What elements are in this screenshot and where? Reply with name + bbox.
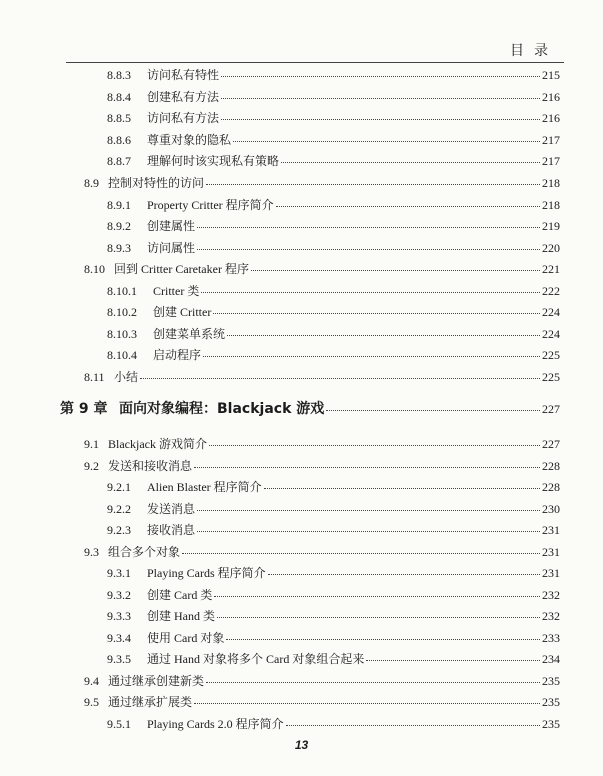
dot-leader: [197, 217, 540, 228]
toc-entry-title: 控制对特性的访问: [108, 176, 205, 190]
toc-entry-page: 228: [542, 458, 560, 473]
toc-entry-title: 启动程序: [153, 348, 202, 362]
toc-entry-page: 220: [542, 240, 560, 255]
toc-entry-page: 234: [542, 652, 560, 666]
toc-entry-page: 235: [542, 695, 560, 709]
toc-entry-number: 第 9 章: [60, 401, 108, 417]
toc-entry[interactable]: [84, 175, 560, 191]
toc-entry[interactable]: [84, 544, 560, 560]
dot-leader: [221, 88, 540, 99]
toc-entry-number: 9.2.2: [107, 501, 131, 516]
toc-entry-number: 8.10: [84, 262, 105, 276]
dot-leader: [206, 672, 540, 683]
dot-leader: [194, 693, 540, 704]
toc-entry-page: 225: [542, 348, 560, 362]
toc-entry-number: 9.5: [84, 695, 99, 709]
toc-entry[interactable]: [107, 132, 560, 148]
toc-entry[interactable]: [84, 436, 560, 452]
page-number: 13: [294, 738, 309, 752]
dot-leader: [197, 521, 540, 532]
dot-leader: [226, 629, 540, 640]
dot-leader: [264, 478, 540, 489]
toc-entry-title: 发送和接收消息: [108, 458, 193, 473]
dot-leader: [197, 239, 540, 250]
toc-entry-title: 组合多个对象: [108, 544, 181, 559]
toc-entry-number: 8.8.6: [107, 132, 131, 147]
toc-entry-page: 232: [542, 587, 560, 602]
toc-entry-title: 创建菜单系统: [153, 326, 226, 341]
dot-leader: [217, 607, 540, 618]
dot-leader: [221, 66, 540, 77]
toc-entry[interactable]: [107, 218, 560, 234]
toc-entry[interactable]: [107, 283, 560, 299]
toc-entry-title: Critter 类: [153, 283, 200, 298]
dot-leader: [276, 196, 540, 207]
page-header: [66, 38, 564, 63]
toc-entry-title: 回到 Critter Caretaker 程序: [114, 262, 249, 276]
toc-entry-page: 219: [542, 219, 560, 233]
toc-entry-page: 216: [542, 111, 560, 125]
toc-entry[interactable]: [84, 673, 560, 689]
dot-leader: [281, 152, 540, 163]
toc-entry-title: 接收消息: [147, 523, 196, 537]
toc-entry-title: Playing Cards 2.0 程序简介: [147, 716, 284, 731]
toc-entry-number: 9.3.4: [107, 630, 131, 645]
toc-entry[interactable]: [84, 369, 560, 385]
toc-entry-number: 8.8.3: [107, 68, 131, 82]
toc-entry-title: 访问私有方法: [147, 111, 220, 125]
toc-entry-number: 8.8.5: [107, 111, 131, 125]
dot-leader: [213, 303, 540, 314]
toc-entry-number: 9.3: [84, 544, 99, 559]
toc-entry-title: 小结: [114, 369, 139, 384]
toc-entry-number: 8.10.3: [107, 326, 137, 341]
toc-chapter-entry[interactable]: [60, 401, 560, 417]
toc-entry-page: 217: [542, 132, 560, 147]
toc-entry[interactable]: [107, 67, 560, 83]
dot-leader: [227, 325, 540, 336]
dot-leader: [197, 500, 540, 511]
dot-leader: [221, 109, 540, 120]
toc-entry[interactable]: [107, 347, 560, 363]
toc-entry-page: 231: [542, 566, 560, 580]
toc-entry-title: 通过 Hand 对象将多个 Card 对象组合起来: [147, 652, 365, 666]
toc-entry-number: 9.1: [84, 437, 99, 451]
toc-entry-number: 8.9: [84, 176, 99, 190]
dot-leader: [366, 650, 540, 661]
toc-entry-number: 8.11: [84, 369, 105, 384]
dot-leader: [214, 586, 540, 597]
toc-entry-title: Alien Blaster 程序简介: [147, 480, 262, 494]
running-header-title: 目录: [510, 44, 558, 59]
toc-entry-title: 访问属性: [147, 240, 196, 255]
toc-entry-number: 9.2.1: [107, 480, 131, 494]
dot-leader: [286, 715, 540, 726]
toc-entry-page: 225: [542, 369, 560, 384]
dot-leader: [326, 400, 540, 411]
dot-leader: [209, 435, 540, 446]
toc-entry-page: 227: [542, 402, 560, 416]
toc-entry[interactable]: [107, 197, 560, 213]
toc-entry[interactable]: [107, 501, 560, 517]
toc-entry[interactable]: [107, 565, 560, 581]
toc-entry[interactable]: [107, 479, 560, 495]
dot-leader: [251, 260, 540, 271]
toc-entry-number: 8.10.1: [107, 283, 137, 298]
toc-entry-number: 8.9.1: [107, 197, 131, 212]
toc-entry-number: 9.3.3: [107, 609, 131, 623]
toc-entry-page: 230: [542, 501, 560, 516]
toc-entry-page: 235: [542, 673, 560, 688]
toc-entry[interactable]: [107, 522, 560, 538]
dot-leader: [194, 457, 540, 468]
toc-entry-page: 231: [542, 544, 560, 559]
dot-leader: [203, 346, 540, 357]
toc-entry-number: 9.2.3: [107, 523, 131, 537]
toc-entry-number: 9.3.2: [107, 587, 131, 602]
toc-entry-page: 215: [542, 68, 560, 82]
toc-entry[interactable]: [107, 240, 560, 256]
toc-entry-page: 222: [542, 283, 560, 298]
toc-entry-number: 8.9.2: [107, 219, 131, 233]
toc-entry-page: 216: [542, 89, 560, 104]
toc-entry-title: 通过继承扩展类: [108, 695, 193, 709]
toc-entry[interactable]: [107, 716, 560, 732]
toc-entry-number: 8.10.4: [107, 348, 137, 362]
toc-entry[interactable]: [107, 651, 560, 667]
toc-entry-title: 理解何时该实现私有策略: [147, 154, 280, 168]
toc-entry-title: 使用 Card 对象: [147, 630, 225, 645]
toc-entry-title: 创建私有方法: [147, 89, 220, 104]
dot-leader: [268, 564, 540, 575]
toc-entry-title: 通过继承创建新类: [108, 673, 205, 688]
toc-entry[interactable]: [84, 261, 560, 277]
toc-entry-number: 8.8.7: [107, 154, 131, 168]
toc-entry-title: 创建 Critter: [153, 305, 212, 319]
toc-entry-title: 创建属性: [147, 219, 196, 233]
toc-entry[interactable]: [107, 630, 560, 646]
toc-entry-page: 224: [542, 305, 560, 319]
dot-leader: [182, 543, 540, 554]
toc-entry-page: 224: [542, 326, 560, 341]
toc-entry[interactable]: [84, 458, 560, 474]
toc-entry-number: 9.3.1: [107, 566, 131, 580]
toc-entry-number: 9.5.1: [107, 716, 131, 731]
toc-entry-title: Blackjack 游戏简介: [108, 437, 207, 451]
toc-entry[interactable]: [107, 110, 560, 126]
dot-leader: [206, 174, 540, 185]
toc-entry-title: 创建 Card 类: [147, 587, 213, 602]
toc-entry[interactable]: [107, 89, 560, 105]
toc-entry-page: 231: [542, 523, 560, 537]
toc-entry[interactable]: [107, 608, 560, 624]
toc-entry-number: 9.4: [84, 673, 99, 688]
dot-leader: [140, 368, 540, 379]
toc-entry-page: 228: [542, 480, 560, 494]
toc-entry-page: 218: [542, 197, 560, 212]
toc-entry[interactable]: [107, 587, 560, 603]
toc-entry-page: 217: [542, 154, 560, 168]
toc-entry-title: 发送消息: [147, 501, 196, 516]
toc-entry-title: 尊重对象的隐私: [147, 132, 232, 147]
toc-entry-number: 8.8.4: [107, 89, 131, 104]
toc-entry-page: 227: [542, 437, 560, 451]
toc-entry-title: 访问私有特性: [147, 68, 220, 82]
toc-entry-page: 233: [542, 630, 560, 645]
toc-entry[interactable]: [107, 326, 560, 342]
toc-entry-number: 8.10.2: [107, 305, 137, 319]
toc-entry-page: 235: [542, 716, 560, 731]
toc-entry-number: 9.3.5: [107, 652, 131, 666]
toc-entry-title: 创建 Hand 类: [147, 609, 215, 623]
toc-entry-page: 232: [542, 609, 560, 623]
dot-leader: [201, 282, 540, 293]
toc-entry-title: 面向对象编程：Blackjack 游戏: [119, 401, 325, 417]
toc-entry-title: Property Critter 程序简介: [147, 197, 274, 212]
dot-leader: [233, 131, 540, 142]
toc-entry[interactable]: [107, 304, 560, 320]
toc-entry-page: 218: [542, 176, 560, 190]
toc-entry-number: 8.9.3: [107, 240, 131, 255]
toc-entry-title: Playing Cards 程序简介: [147, 566, 266, 580]
toc-entry-number: 9.2: [84, 458, 99, 473]
toc-entry-page: 221: [542, 262, 560, 276]
toc-entry[interactable]: [84, 694, 560, 710]
toc-entry[interactable]: [107, 153, 560, 169]
